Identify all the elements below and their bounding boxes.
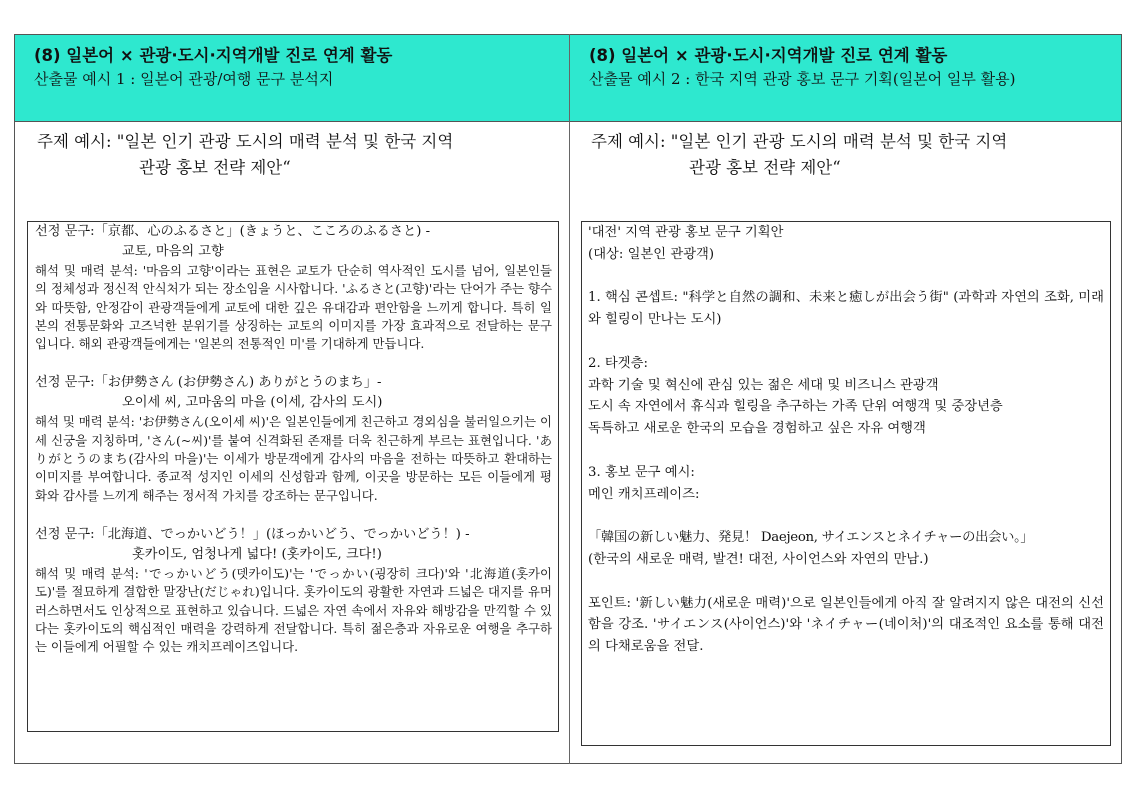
target-group-item: 과학 기술 및 혁신에 관심 있는 젊은 세대 및 비즈니스 관광객 <box>588 377 939 393</box>
entry-3-selection: 선정 문구:「北海道、でっかいどう！」(ほっかいどう、でっかいどう！) - <box>35 526 470 542</box>
header-divider <box>15 121 1121 122</box>
point-description: 포인트: '新しい魅力(새로운 매력)'으로 일본인들에게 아직 잘 알려지지 않은 대전의 신선함을 강조. 'サイエンス(사이언스)'와 'ネイチャー(네이처)'의 대조적인 요소를 통해 대전의 다채로움을 전달. <box>588 595 1104 655</box>
main-catchphrase-label: 메인 캐치프레이즈: <box>588 486 700 502</box>
phrase-analysis-box <box>27 221 559 732</box>
right-header <box>570 35 1121 121</box>
target-group-item: 독특하고 새로운 한국의 모습을 경험하고 싶은 자유 여행객 <box>588 421 926 437</box>
left-header-subtitle: 산출물 예시 1 : 일본어 관광/여행 문구 분석지 <box>34 70 334 88</box>
plan-target-audience: (대상: 일본인 관광객) <box>588 246 715 262</box>
right-header-title: (8) 일본어 × 관광·도시·지역개발 진로 연계 활동 <box>589 46 948 65</box>
left-topic-line2: 관광 홍보 전략 제안“ <box>139 158 291 177</box>
entry-3-analysis: 해석 및 매력 분석: 'でっかいどう(뎃카이도)'는 'でっかい(굉장히 크다)'와 '北海道(홋카이도)'를 절묘하게 결합한 말장난(だじゃれ)입니다. 홋카이도의 광활한 자연과 드넓은 대지를 유머러스하면서도 인상적으로 표현하고 있습니다. 드넓은 자연 속에서 자유와 해방감을 만끽할 수 있다는 홋카이도의 핵심적인 매력을 강력하게 전달합니다. 특히 젊은층과 자유로운 여행을 추구하는 이들에게 어필할 수 있는 캐치프레이즈입니다. <box>35 565 552 655</box>
right-topic <box>591 129 1007 181</box>
entry-2-selection: 선정 문구:「お伊勢さん (お伊勢さん) ありがとうのまち」- <box>35 375 382 391</box>
entry-2-translation: 오이세 씨, 고마움의 마을 (이세, 감사의 도시) <box>122 395 383 411</box>
target-group-title: 2. 타겟층: <box>588 355 648 371</box>
left-header <box>15 35 569 121</box>
entry-1-translation: 교토, 마음의 고향 <box>122 244 224 259</box>
promotion-plan-box <box>581 221 1111 746</box>
right-topic-line2: 관광 홍보 전략 제안“ <box>689 158 841 177</box>
entry-2-analysis: 해석 및 매력 분석: 'お伊勢さん(오이세 씨)'은 일본인들에게 친근하고 경외심을 불러일으키는 이세 신궁을 지칭하며, 'さん(~씨)'를 붙여 신격화된 존재를 더욱 친근하게 부르는 표현입니다. 'ありがとうのまち(감사의 마을)'는 이세가 방문객에게 감사의 마음을 전하는 따뜻하고 환대하는 이미지를 부여합니다. 종교적 성지인 이세의 신성함과 함께, 이곳을 방문하는 모든 이들에게 평화와 감사를 느끼게 해주는 정서적 가치를 강조하는 문구입니다. <box>35 414 552 503</box>
entry-1-analysis: 해석 및 매력 분석: '마음의 고향'이라는 표현은 교토가 단순히 역사적인 도시를 넘어, 일본인들의 정체성과 정신적 안식처가 되는 장소임을 시사합니다. 'ふるさと(고향)'라는 단어가 주는 향수와 따뜻함, 안정감이 관광객들에게 교토에 대한 깊은 유대감과 편안함을 느끼게 합니다. 특히 일본의 전통문화와 고즈넉한 분위기를 상징하는 교토의 이미지를 가장 효과적으로 전달하는 문구입니다. 해외 관광객들에게는 '일본의 전통적인 미'를 기대하게 만듭니다. <box>35 263 552 352</box>
target-group-item: 도시 속 자연에서 휴식과 힐링을 추구하는 가족 단위 여행객 및 중장년층 <box>588 399 1003 415</box>
catchphrase-korean: (한국의 새로운 매력, 발견! 대전, 사이언스와 자연의 만남.) <box>588 551 929 567</box>
copy-example-title: 3. 홍보 문구 예시: <box>588 464 695 480</box>
column-divider <box>569 34 570 764</box>
core-concept: 1. 핵심 콘셉트: "科学と自然の調和、未来と癒しが出会う街" (과학과 자연의 조화, 미래와 힐링이 만나는 도시) <box>588 290 1104 328</box>
left-topic <box>37 129 453 181</box>
plan-title: '대전' 지역 관광 홍보 문구 기획안 <box>588 225 784 240</box>
left-header-title: (8) 일본어 × 관광·도시·지역개발 진로 연계 활동 <box>34 46 393 65</box>
right-header-subtitle: 산출물 예시 2 : 한국 지역 관광 홍보 문구 기획(일본어 일부 활용) <box>589 70 1016 88</box>
entry-3-translation: 홋카이도, 엄청나게 넓다! (홋카이도, 크다!) <box>132 546 382 562</box>
right-topic-line1: 주제 예시: "일본 인기 관광 도시의 매력 분석 및 한국 지역 <box>591 132 1008 151</box>
catchphrase-japanese: 「韓国の新しい魅力、発見！ Daejeon, サイエンスとネイチャーの出会い。」 <box>588 530 1034 546</box>
left-topic-line1: 주제 예시: "일본 인기 관광 도시의 매력 분석 및 한국 지역 <box>37 132 454 151</box>
entry-1-selection: 선정 문구:「京都、心のふるさと」(きょうと、こころのふるさと) - <box>35 224 431 239</box>
